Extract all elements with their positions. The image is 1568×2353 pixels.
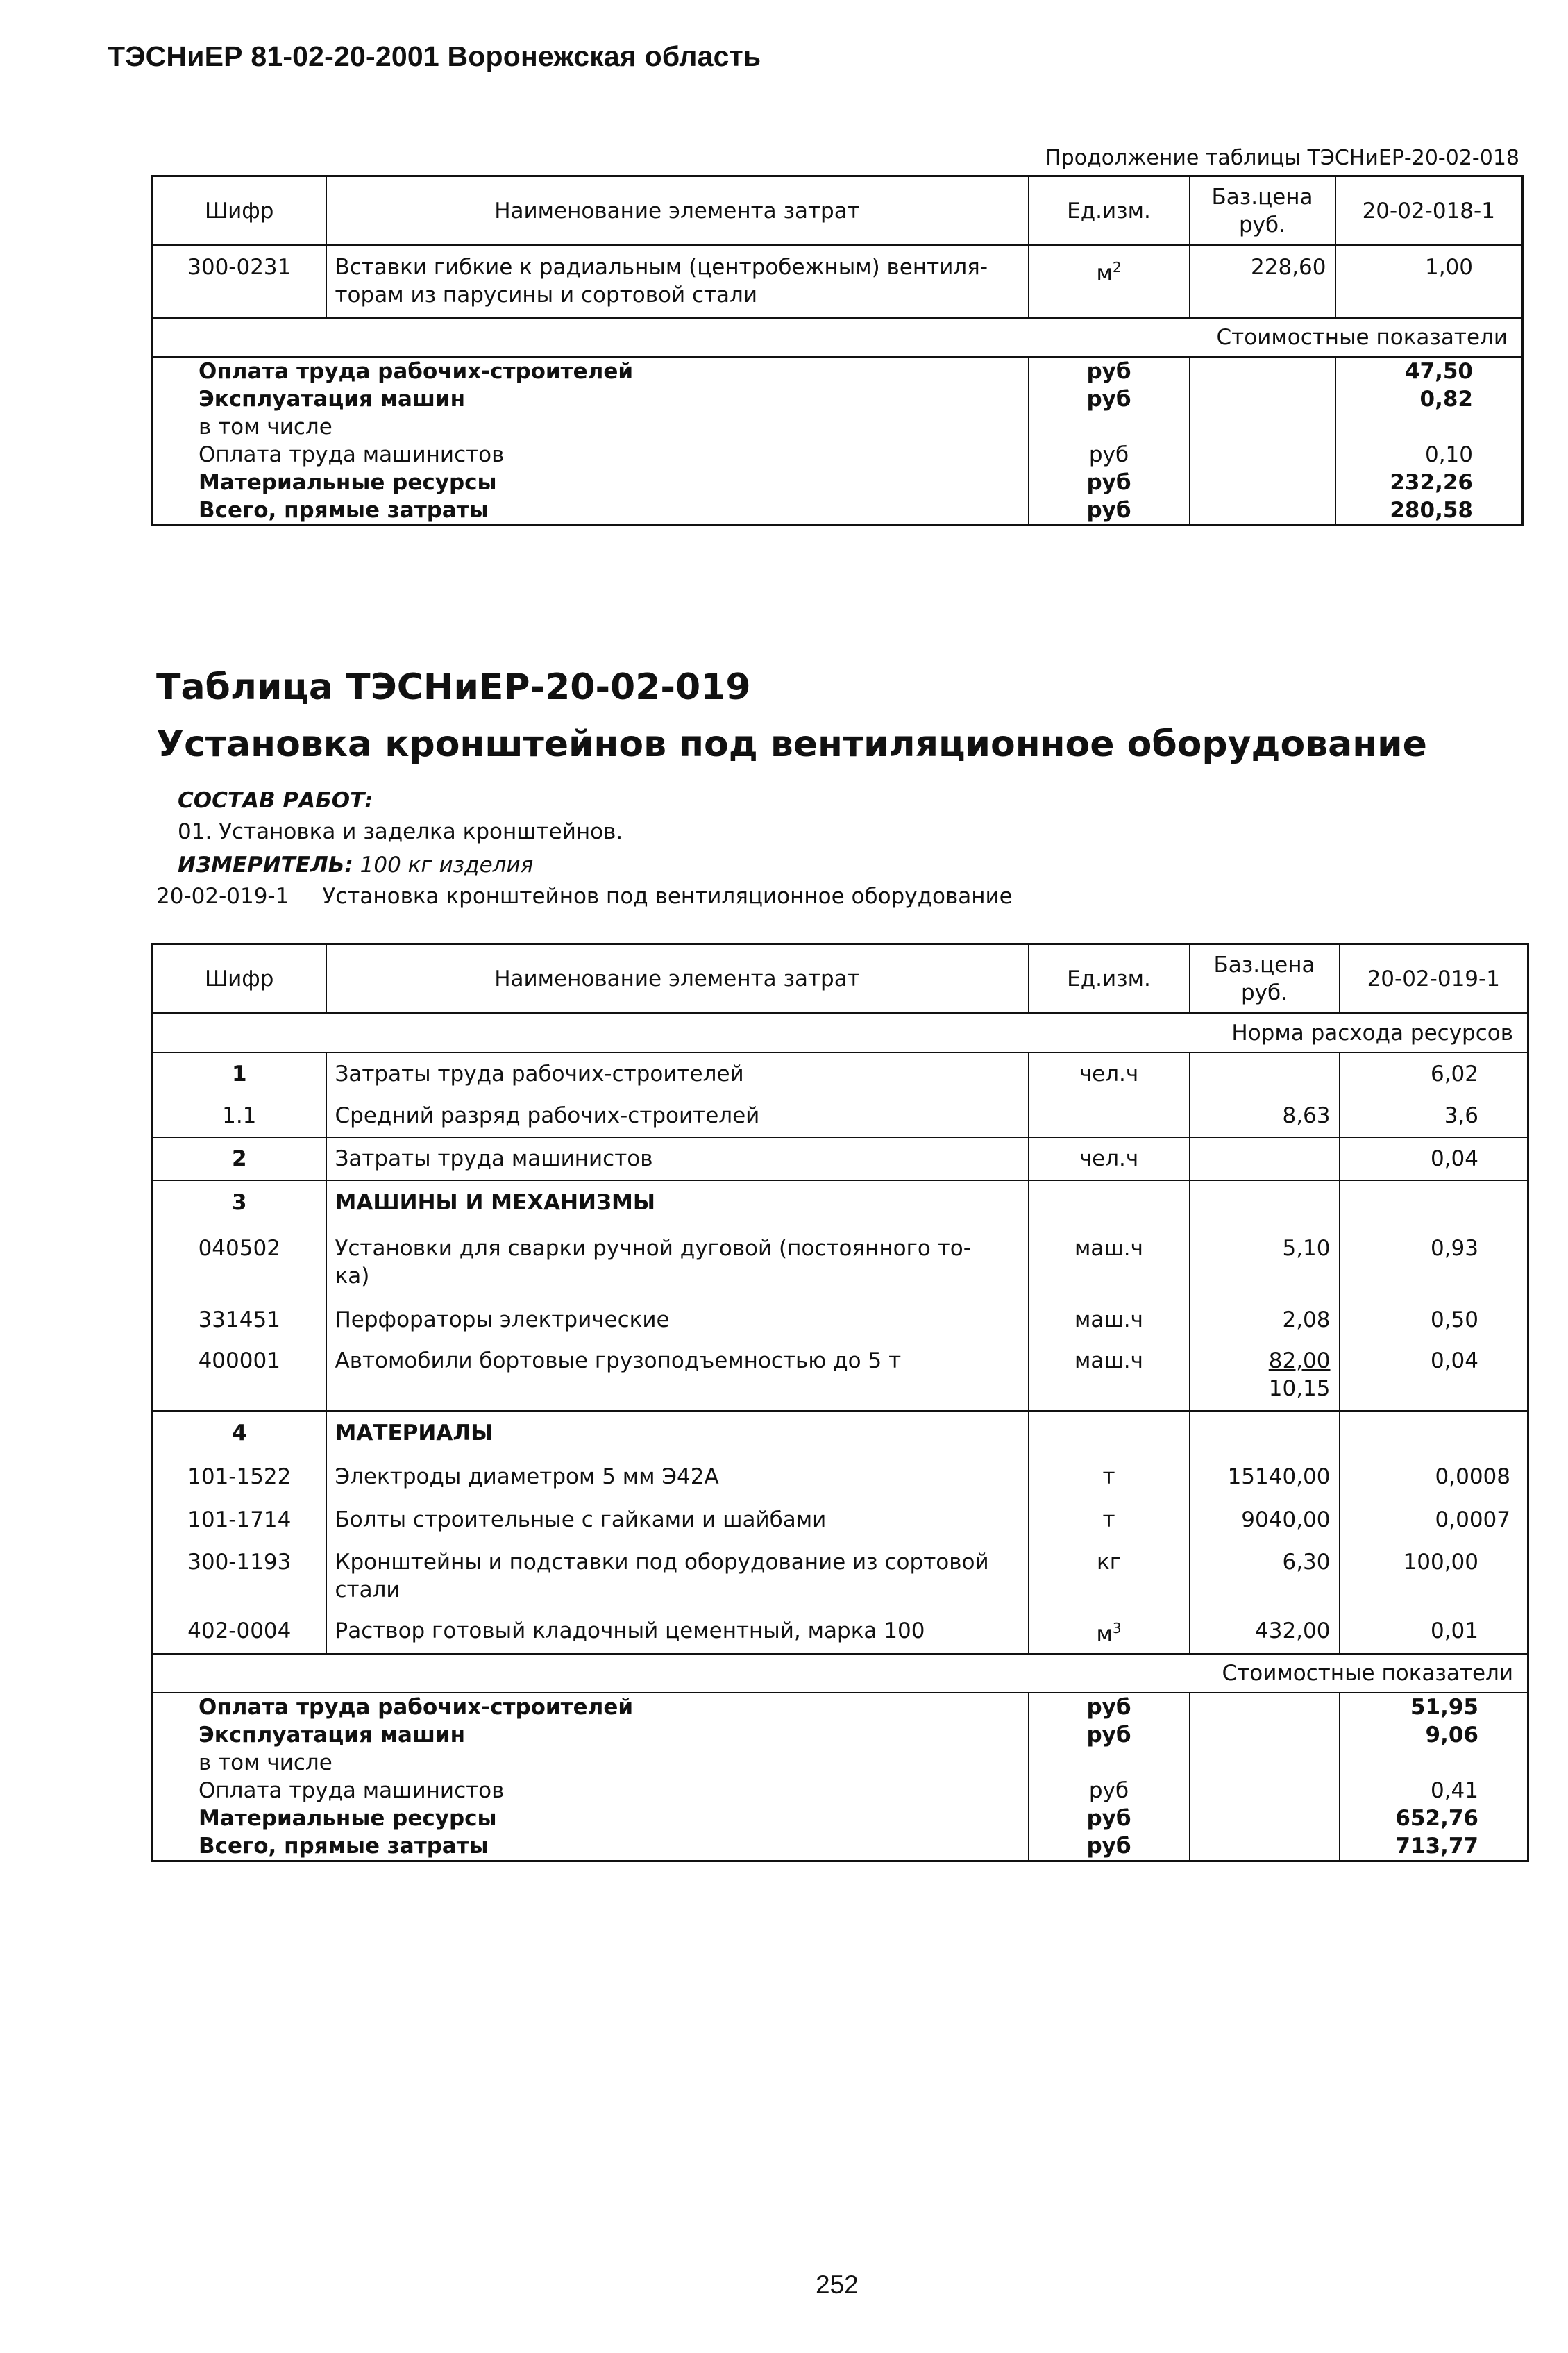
row-unit-base: м xyxy=(1096,1621,1113,1647)
table-row xyxy=(153,1137,1528,1180)
row-value: 3,6 xyxy=(1340,1096,1528,1137)
cost-unit: руб xyxy=(1029,496,1190,526)
cost-label: Оплата труда рабочих-строителей xyxy=(199,358,634,384)
cost-unit: руб xyxy=(1029,441,1190,469)
row-code: 040502 xyxy=(198,1235,280,1261)
row-name: Затраты труда машинистов xyxy=(326,1137,1029,1180)
table-row xyxy=(153,1298,1528,1341)
cost-value: 232,26 xyxy=(1335,469,1523,496)
row-name-line2: ка) xyxy=(335,1263,370,1289)
row-value: 0,50 xyxy=(1340,1298,1528,1341)
table-row xyxy=(153,1498,1528,1541)
row-name xyxy=(326,246,1029,318)
cost-unit: руб xyxy=(1029,385,1190,413)
cost-unit: руб xyxy=(1029,469,1190,496)
cost-row xyxy=(153,1777,1528,1804)
row-code: 331451 xyxy=(198,1307,280,1332)
row-price: 6,30 xyxy=(1190,1541,1340,1609)
row-code: 400001 xyxy=(198,1348,280,1373)
row-unit: маш.ч xyxy=(1029,1225,1190,1298)
cost-value: 0,41 xyxy=(1340,1777,1528,1804)
row-code: 300-0231 xyxy=(187,255,292,280)
col-header-price xyxy=(1190,176,1335,246)
row-name-line1: Установки для сварки ручной дуговой (постоянного то- xyxy=(335,1235,971,1261)
norm-header: Норма расхода ресурсов xyxy=(1231,1020,1513,1046)
row-price: 2,08 xyxy=(1190,1298,1340,1341)
cost-header: Стоимостные показатели xyxy=(1190,318,1523,357)
row-name: Болты строительные с гайками и шайбами xyxy=(326,1498,1029,1541)
row-name: Автомобили бортовые грузоподъемностью до 5 т xyxy=(326,1341,1029,1411)
group-title: МАТЕРИАЛЫ xyxy=(326,1411,1029,1455)
page-number: 252 xyxy=(816,2270,859,2299)
norm-code-line xyxy=(156,884,1013,909)
table-row xyxy=(153,1096,1528,1137)
group-header-row xyxy=(153,1180,1528,1225)
row-name: Затраты труда рабочих-строителей xyxy=(326,1053,1029,1096)
row-name-line2: стали xyxy=(335,1577,401,1602)
meter xyxy=(178,853,533,878)
row-name xyxy=(326,1225,1029,1298)
cost-unit: руб xyxy=(1029,1721,1190,1749)
meter-label: ИЗМЕРИТЕЛЬ: xyxy=(178,853,353,878)
cost-row xyxy=(153,441,1523,469)
row-code: 1.1 xyxy=(222,1103,257,1128)
row-unit xyxy=(1029,1609,1190,1654)
section-title: Таблица ТЭСНиЕР-20-02-019 xyxy=(156,667,751,708)
row-price xyxy=(1190,1053,1340,1096)
table-row xyxy=(153,1053,1528,1096)
cost-label: Всего, прямые затраты xyxy=(199,1833,489,1859)
norm-code-description: Установка кронштейнов под вентиляционное оборудование xyxy=(322,884,1013,909)
cost-label: Оплата труда машинистов xyxy=(199,442,505,467)
table-row xyxy=(153,1541,1528,1609)
cost-value: 280,58 xyxy=(1335,496,1523,526)
row-unit-sup: 3 xyxy=(1112,1619,1122,1636)
row-value: 0,04 xyxy=(1340,1341,1528,1411)
row-price: 15140,00 xyxy=(1190,1455,1340,1498)
row-unit: маш.ч xyxy=(1029,1341,1190,1411)
group-title: МАШИНЫ И МЕХАНИЗМЫ xyxy=(326,1180,1029,1225)
row-unit: маш.ч xyxy=(1029,1298,1190,1341)
table-row xyxy=(153,246,1523,318)
table-row xyxy=(153,1455,1528,1498)
row-name xyxy=(326,1541,1029,1609)
row-price: 5,10 xyxy=(1190,1225,1340,1298)
col-header-price-line1: Баз.цена xyxy=(1211,184,1313,210)
row-code: 2 xyxy=(153,1137,326,1180)
col-header-code: Шифр xyxy=(153,176,326,246)
cost-label: Материальные ресурсы xyxy=(199,469,497,495)
row-price: 432,00 xyxy=(1190,1609,1340,1654)
row-price: 8,63 xyxy=(1190,1096,1340,1137)
cost-header-row xyxy=(153,318,1523,357)
table-continuation-caption: Продолжение таблицы ТЭСНиЕР-20-02-018 xyxy=(1045,146,1519,170)
row-value: 0,0008 xyxy=(1340,1455,1528,1498)
col-header-price-line1: Баз.цена xyxy=(1213,952,1315,978)
col-header-unit: Ед.изм. xyxy=(1029,944,1190,1014)
cost-value: 51,95 xyxy=(1340,1693,1528,1721)
table-header-row xyxy=(153,944,1528,1014)
cost-row xyxy=(153,496,1523,526)
cost-row xyxy=(153,469,1523,496)
row-unit: т xyxy=(1029,1498,1190,1541)
row-name: Раствор готовый кладочный цементный, марка 100 xyxy=(326,1609,1029,1654)
cost-label: Эксплуатация машин xyxy=(199,386,466,412)
row-name: Перфораторы электрические xyxy=(326,1298,1029,1341)
col-header-norm: 20-02-019-1 xyxy=(1340,944,1528,1014)
composition-label: СОСТАВ РАБОТ: xyxy=(178,788,373,813)
norm-header-row xyxy=(153,1014,1528,1053)
col-header-name: Наименование элемента затрат xyxy=(326,944,1029,1014)
row-value: 0,0007 xyxy=(1340,1498,1528,1541)
table-20-02-019 xyxy=(151,943,1529,1862)
row-name: Средний разряд рабочих-строителей xyxy=(326,1096,1029,1137)
col-header-unit: Ед.изм. xyxy=(1029,176,1190,246)
cost-label: Материальные ресурсы xyxy=(199,1805,497,1831)
cost-unit: руб xyxy=(1029,1693,1190,1721)
cost-row xyxy=(153,1721,1528,1749)
cost-unit: руб xyxy=(1029,1832,1190,1861)
cost-label: Эксплуатация машин xyxy=(199,1722,466,1748)
row-price xyxy=(1190,1341,1340,1411)
row-name-line1: Кронштейны и подставки под оборудование из сортовой xyxy=(335,1549,989,1575)
row-value: 6,02 xyxy=(1340,1053,1528,1096)
cost-label: Всего, прямые затраты xyxy=(199,497,489,523)
row-price-line1: 82,00 xyxy=(1268,1348,1331,1373)
col-header-price-line2: руб. xyxy=(1241,980,1288,1005)
cost-label: Оплата труда машинистов xyxy=(199,1777,505,1803)
cost-label: Оплата труда рабочих-строителей xyxy=(199,1694,634,1720)
row-value: 100,00 xyxy=(1340,1541,1528,1609)
row-code: 101-1714 xyxy=(187,1507,292,1532)
row-unit: т xyxy=(1029,1455,1190,1498)
cost-row xyxy=(153,1693,1528,1721)
row-price: 228,60 xyxy=(1190,246,1335,318)
row-unit: чел.ч xyxy=(1029,1137,1190,1180)
table-20-02-018 xyxy=(151,175,1524,526)
page-header: ТЭСНиЕР 81-02-20-2001 Воронежская область xyxy=(108,40,761,72)
cost-value: 47,50 xyxy=(1335,357,1523,385)
cost-label: в том числе xyxy=(199,414,332,439)
cost-row xyxy=(153,1804,1528,1832)
meter-value: 100 кг изделия xyxy=(360,853,534,878)
col-header-price-line2: руб. xyxy=(1239,212,1285,237)
col-header-price xyxy=(1190,944,1340,1014)
row-code: 300-1193 xyxy=(187,1549,292,1575)
cost-row xyxy=(153,385,1523,413)
cost-row xyxy=(153,357,1523,385)
table-row xyxy=(153,1341,1528,1411)
col-header-norm: 20-02-018-1 xyxy=(1335,176,1523,246)
cost-header: Стоимостные показатели xyxy=(1190,1654,1528,1693)
row-unit: чел.ч xyxy=(1029,1053,1190,1096)
cost-row xyxy=(153,1832,1528,1861)
cost-unit: руб xyxy=(1029,1804,1190,1832)
cost-row xyxy=(153,413,1523,441)
cost-row xyxy=(153,1749,1528,1777)
row-value: 0,04 xyxy=(1340,1137,1528,1180)
composition-item: 01. Установка и заделка кронштейнов. xyxy=(178,819,623,844)
col-header-code: Шифр xyxy=(153,944,326,1014)
row-price: 9040,00 xyxy=(1190,1498,1340,1541)
row-value: 0,93 xyxy=(1340,1225,1528,1298)
cost-unit: руб xyxy=(1029,357,1190,385)
table-row xyxy=(153,1225,1528,1298)
row-unit-sup: 2 xyxy=(1112,259,1122,276)
cost-value: 652,76 xyxy=(1340,1804,1528,1832)
row-code: 101-1522 xyxy=(187,1464,292,1489)
cost-value: 713,77 xyxy=(1340,1832,1528,1861)
row-name: Электроды диаметром 5 мм Э42А xyxy=(326,1455,1029,1498)
table-header-row xyxy=(153,176,1523,246)
row-code: 3 xyxy=(153,1180,326,1225)
cost-value: 0,10 xyxy=(1335,441,1523,469)
row-name-line2: торам из парусины и сортовой стали xyxy=(335,283,758,308)
row-price-line2: 10,15 xyxy=(1268,1375,1331,1401)
col-header-name: Наименование элемента затрат xyxy=(326,176,1029,246)
cost-label: в том числе xyxy=(199,1750,332,1775)
table-row xyxy=(153,1609,1528,1654)
row-unit xyxy=(1029,1096,1190,1137)
group-header-row xyxy=(153,1411,1528,1455)
cost-value: 9,06 xyxy=(1340,1721,1528,1749)
row-value: 1,00 xyxy=(1335,246,1523,318)
row-code: 1 xyxy=(153,1053,326,1096)
cost-unit: руб xyxy=(1029,1777,1190,1804)
norm-code: 20-02-019-1 xyxy=(156,884,289,909)
cost-value: 0,82 xyxy=(1335,385,1523,413)
row-code: 402-0004 xyxy=(187,1618,292,1643)
row-code: 4 xyxy=(153,1411,326,1455)
section-subtitle: Установка кронштейнов под вентиляционное оборудование xyxy=(156,723,1427,765)
row-unit-base: м xyxy=(1096,260,1113,286)
row-unit xyxy=(1029,246,1190,318)
row-unit: кг xyxy=(1029,1541,1190,1609)
cost-header-row xyxy=(153,1654,1528,1693)
row-name-line1: Вставки гибкие к радиальным (центробежным) вентиля- xyxy=(335,255,988,280)
row-value: 0,01 xyxy=(1340,1609,1528,1654)
